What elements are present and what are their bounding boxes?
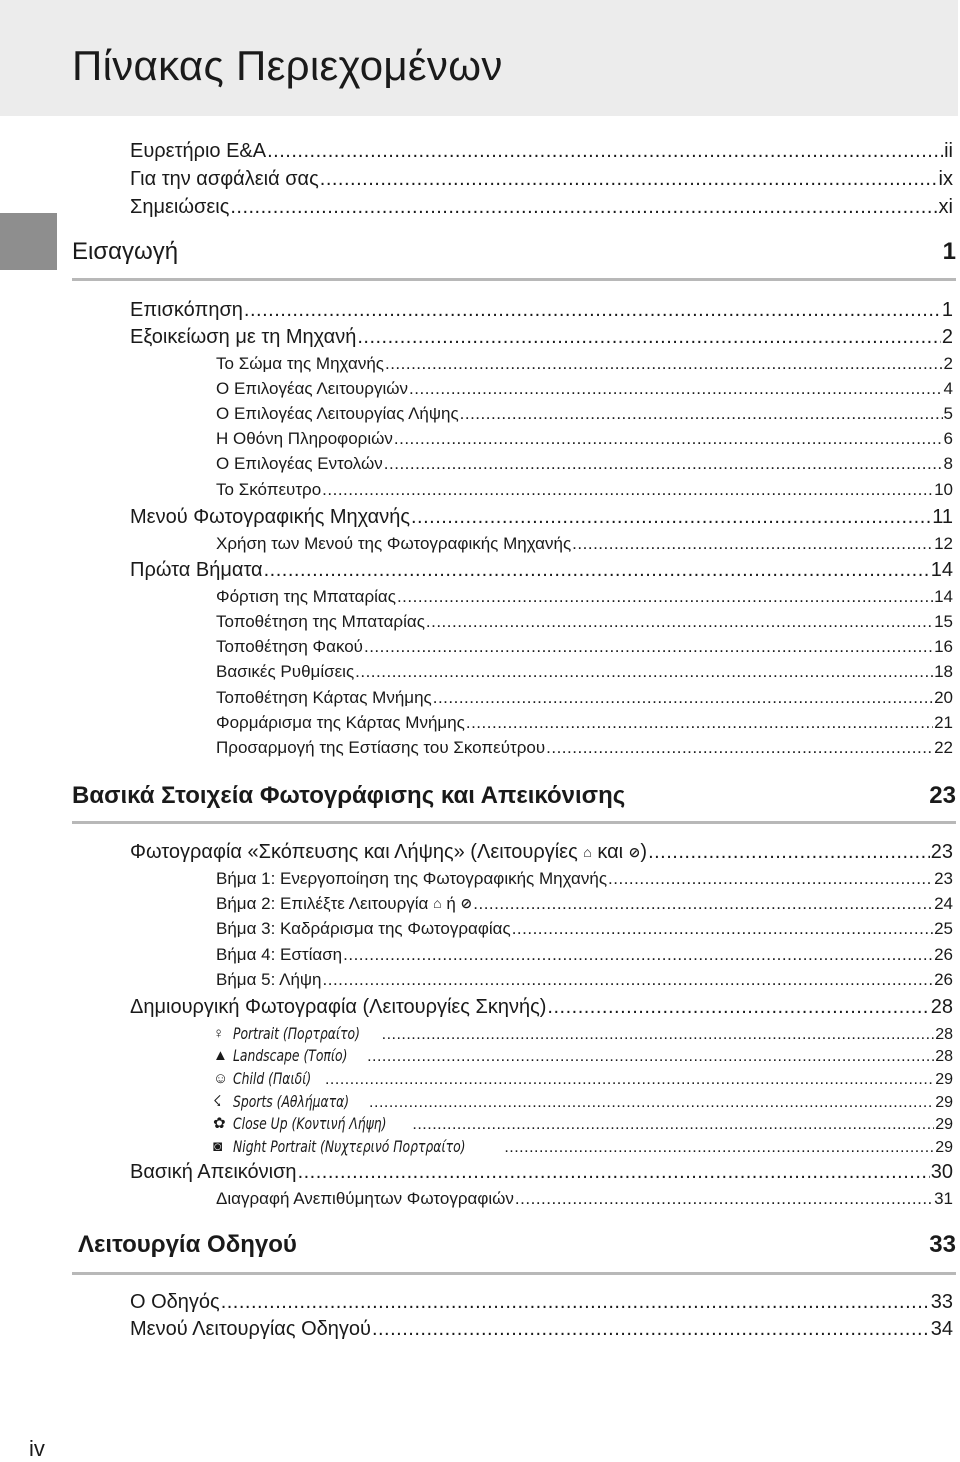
toc-entry[interactable]	[130, 1291, 953, 1314]
label-part: Φωτογραφία «Σκόπευσης και Λήψης» (Λειτουργίες	[130, 841, 578, 863]
toc-entry-label: Το Σώμα της Μηχανής	[216, 354, 384, 373]
toc-entry-page: 2	[941, 326, 953, 348]
leader-dots	[433, 688, 933, 708]
toc-entry-label: Πρώτα Βήματα	[130, 559, 263, 581]
portrait-icon: ♀	[213, 1025, 225, 1042]
leader-dots	[323, 970, 934, 990]
toc-entry-label: Close Up (Κοντινή Λήψη)	[233, 1114, 387, 1133]
toc-entry-page: 20	[934, 688, 953, 707]
toc-subentry[interactable]	[216, 354, 953, 374]
toc-subentry[interactable]	[216, 919, 953, 939]
flash-off-icon: ⊘	[628, 844, 641, 860]
section-page: 23	[929, 782, 956, 809]
toc-entry-label: Τοποθέτηση της Μπαταρίας	[216, 612, 425, 631]
toc-entry-page: 14	[930, 559, 953, 581]
leader-dots	[298, 1161, 930, 1184]
toc-entry-label: Προσαρμογή της Εστίασης του Σκοπεύτρου	[216, 738, 546, 757]
toc-entry-page: 29	[935, 1139, 953, 1156]
toc-entry-page: ii	[944, 140, 953, 162]
toc-entry-page: 15	[934, 612, 953, 631]
toc-entry-label: Landscape (Τοπίο)	[233, 1046, 348, 1065]
toc-entry-label: Portrait (Πορτραίτο)	[233, 1024, 360, 1043]
toc-entry-label: Επισκόπηση	[130, 299, 243, 321]
leader-dots	[355, 662, 933, 682]
leader-dots	[547, 996, 929, 1019]
toc-entry-label: Μενού Φωτογραφικής Μηχανής	[130, 506, 410, 528]
leader-dots	[460, 404, 943, 424]
toc-entry-page: 14	[934, 587, 953, 606]
toc-entry-page: 31	[934, 1189, 953, 1208]
toc-entry-page: 28	[930, 996, 953, 1018]
leader-dots	[221, 1291, 930, 1314]
toc-entry-page: 23	[934, 869, 953, 888]
toc-entry-page: xi	[938, 196, 953, 218]
leader-dots	[515, 1189, 933, 1209]
toc-subentry[interactable]	[216, 945, 953, 965]
toc-entry-label: Εξοικείωση με τη Μηχανή	[130, 326, 357, 348]
toc-scene-entry[interactable]	[213, 1137, 953, 1157]
label-part: και	[597, 841, 624, 863]
toc-entry-label: Ευρετήριο Ε&Α	[130, 140, 267, 162]
toc-subentry[interactable]	[216, 1189, 953, 1209]
leader-dots	[343, 945, 933, 965]
toc-entry-label: Φορμάρισμα της Κάρτας Μνήμης	[216, 713, 465, 732]
toc-subentry[interactable]	[216, 713, 953, 733]
toc-entry-page: 8	[943, 454, 953, 473]
close-up-icon: ✿	[213, 1115, 226, 1132]
toc-entry-label	[216, 894, 472, 914]
toc-entry-label: Ο Επιλογέας Εντολών	[216, 454, 383, 473]
flash-off-icon: ⊘	[460, 895, 473, 911]
toc-entry[interactable]	[130, 326, 953, 349]
toc-entry-label: Child (Παιδί)	[233, 1069, 312, 1088]
toc-entry-page: 23	[930, 841, 953, 863]
toc-subentry[interactable]	[216, 738, 953, 758]
leader-dots	[648, 841, 930, 864]
leader-dots	[244, 299, 941, 322]
toc-subentry[interactable]	[216, 534, 953, 554]
toc-subentry[interactable]	[216, 379, 953, 399]
leader-dots	[322, 480, 933, 500]
leader-dots	[230, 196, 937, 219]
toc-subentry[interactable]	[216, 970, 953, 990]
toc-entry-label: Η Οθόνη Πληροφοριών	[216, 429, 393, 448]
toc-entry[interactable]	[130, 559, 953, 582]
section-page: 1	[942, 238, 956, 265]
toc-scene-entry[interactable]	[213, 1024, 953, 1044]
toc-entry-page: 30	[930, 1161, 953, 1183]
label-part: ή	[446, 894, 456, 913]
toc-entry-page: 26	[934, 945, 953, 964]
leader-dots	[546, 738, 933, 758]
toc-subentry[interactable]	[216, 429, 953, 449]
leader-dots	[466, 713, 933, 733]
toc-entry-page: ix	[938, 168, 953, 190]
toc-entry-label: Βήμα 1: Ενεργοποίηση της Φωτογραφικής Μηχανής	[216, 869, 608, 888]
leader-dots	[364, 637, 933, 657]
toc-entry-label: Για την ασφάλειά σας	[130, 168, 319, 190]
toc-entry-label: Ο Επιλογέας Λειτουργιών	[216, 379, 409, 398]
leader-dots	[369, 1094, 934, 1112]
leader-dots	[411, 506, 931, 529]
leader-dots	[473, 894, 933, 914]
toc-subentry[interactable]	[216, 637, 953, 657]
leader-dots	[504, 1139, 934, 1157]
toc-subentry[interactable]	[216, 869, 953, 889]
toc-entry-faq-index[interactable]	[130, 140, 953, 163]
section-heading-intro[interactable]	[72, 238, 956, 266]
toc-entry[interactable]	[130, 506, 953, 529]
toc-scene-entry[interactable]	[213, 1069, 953, 1089]
leader-dots	[320, 168, 938, 191]
leader-dots	[397, 587, 933, 607]
toc-subentry[interactable]	[216, 454, 953, 474]
leader-dots	[357, 326, 941, 349]
toc-scene-entry[interactable]	[213, 1046, 953, 1066]
toc-entry-label: Μενού Λειτουργίας Οδηγού	[130, 1318, 371, 1340]
leader-dots	[385, 354, 943, 374]
leader-dots	[372, 1318, 930, 1341]
toc-entry-label: Night Portrait (Νυχτερινό Πορτραίτο)	[233, 1137, 466, 1156]
leader-dots	[264, 559, 930, 582]
toc-entry-label: Sports (Αθλήματα)	[233, 1092, 350, 1111]
leader-dots	[325, 1071, 934, 1089]
toc-entry-page: 25	[934, 919, 953, 938]
toc-entry-page: 28	[935, 1026, 953, 1043]
toc-entry-label: Ο Επιλογέας Λειτουργίας Λήψης	[216, 404, 459, 423]
leader-dots	[426, 612, 933, 632]
toc-entry-label: Διαγραφή Ανεπιθύμητων Φωτογραφιών	[216, 1189, 514, 1208]
toc-entry-label: Βήμα 5: Λήψη	[216, 970, 322, 989]
toc-entry[interactable]	[130, 1161, 953, 1184]
toc-entry-label: Βασικές Ρυθμίσεις	[216, 662, 355, 681]
leader-dots	[412, 1116, 934, 1134]
toc-entry-page: 1	[941, 299, 953, 321]
toc-entry-page: 28	[935, 1048, 953, 1065]
night-portrait-icon: ◙	[213, 1138, 223, 1155]
toc-entry-label: Τοποθέτηση Φακού	[216, 637, 363, 656]
toc-entry-page: 10	[934, 480, 953, 499]
leader-dots	[572, 534, 933, 554]
toc-subentry[interactable]	[216, 662, 953, 682]
toc-entry[interactable]	[130, 299, 953, 322]
toc-entry-page: 5	[943, 404, 953, 423]
toc-entry-label: Βήμα 3: Καδράρισμα της Φωτογραφίας	[216, 919, 511, 938]
leader-dots	[382, 1026, 935, 1044]
section-heading-basics[interactable]	[72, 782, 956, 810]
section-title: Λειτουργία Οδηγού	[78, 1231, 297, 1258]
toc-entry-page: 21	[934, 713, 953, 732]
toc-scene-entry[interactable]	[213, 1114, 953, 1134]
toc-entry-label: Τοποθέτηση Κάρτας Μνήμης	[216, 688, 432, 707]
toc-entry-label: Το Σκόπευτρο	[216, 480, 322, 499]
leader-dots	[367, 1048, 934, 1066]
toc-subentry[interactable]	[216, 894, 953, 914]
toc-entry-label: Ο Οδηγός	[130, 1291, 220, 1313]
toc-entry[interactable]	[130, 996, 953, 1019]
toc-entry[interactable]	[130, 1318, 953, 1341]
toc-entry-page: 12	[934, 534, 953, 553]
section-heading-guide[interactable]	[78, 1231, 956, 1259]
toc-entry[interactable]	[130, 841, 953, 864]
section-rule	[72, 278, 956, 281]
toc-entry-page: 24	[934, 894, 953, 913]
toc-entry-page: 11	[932, 506, 953, 528]
toc-subentry[interactable]	[216, 688, 953, 708]
leader-dots	[267, 140, 943, 163]
landscape-icon: ▲	[213, 1047, 228, 1064]
auto-mode-icon: ⌂	[583, 844, 592, 860]
toc-entry-label	[130, 841, 647, 864]
toc-subentry[interactable]	[216, 587, 953, 607]
section-title: Βασικά Στοιχεία Φωτογράφισης και Απεικόνισης	[72, 782, 626, 809]
chapter-tab-marker	[0, 213, 57, 270]
toc-entry-page: 18	[934, 662, 953, 681]
toc-entry-label: Χρήση των Μενού της Φωτογραφικής Μηχανής	[216, 534, 572, 553]
leader-dots	[409, 379, 943, 399]
toc-entry-page: 26	[934, 970, 953, 989]
label-part: Βήμα 2: Επιλέξτε Λειτουργία	[216, 894, 429, 913]
leader-dots	[384, 454, 943, 474]
toc-scene-entry[interactable]	[213, 1092, 953, 1112]
toc-entry-page: 2	[943, 354, 953, 373]
leader-dots	[608, 869, 933, 889]
toc-entry-label: Δημιουργική Φωτογραφία (Λειτουργίες Σκηνής)	[130, 996, 547, 1018]
toc-entry-page: 29	[935, 1071, 953, 1088]
auto-mode-icon: ⌂	[433, 895, 442, 911]
toc-subentry[interactable]	[216, 612, 953, 632]
section-title: Εισαγωγή	[72, 238, 179, 265]
toc-entry-page: 29	[935, 1116, 953, 1133]
toc-entry-page: 33	[930, 1291, 953, 1313]
label-part: )	[640, 841, 648, 863]
toc-entry-page: 34	[930, 1318, 953, 1340]
section-rule	[72, 1272, 956, 1275]
toc-entry-label: Βασική Απεικόνιση	[130, 1161, 297, 1183]
toc-entry-label: Σημειώσεις	[130, 196, 230, 218]
toc-entry-notes[interactable]	[130, 196, 953, 219]
child-icon: ☺	[213, 1070, 229, 1087]
section-rule	[72, 821, 956, 824]
toc-entry-page: 6	[943, 429, 953, 448]
toc-entry-page: 22	[934, 738, 953, 757]
page-title: Πίνακας Περιεχομένων	[72, 42, 503, 89]
toc-entry-page: 4	[943, 379, 953, 398]
page-number: iv	[29, 1436, 45, 1461]
section-page: 33	[929, 1231, 956, 1258]
toc-entry-page: 29	[935, 1094, 953, 1111]
toc-entry-page: 16	[934, 637, 953, 656]
toc-entry-safety[interactable]	[130, 168, 953, 191]
sports-icon: ☇	[213, 1093, 222, 1110]
toc-entry-label: Βήμα 4: Εστίαση	[216, 945, 343, 964]
toc-entry-label: Φόρτιση της Μπαταρίας	[216, 587, 396, 606]
leader-dots	[394, 429, 943, 449]
toc-subentry[interactable]	[216, 480, 953, 500]
toc-subentry[interactable]	[216, 404, 953, 424]
leader-dots	[512, 919, 933, 939]
